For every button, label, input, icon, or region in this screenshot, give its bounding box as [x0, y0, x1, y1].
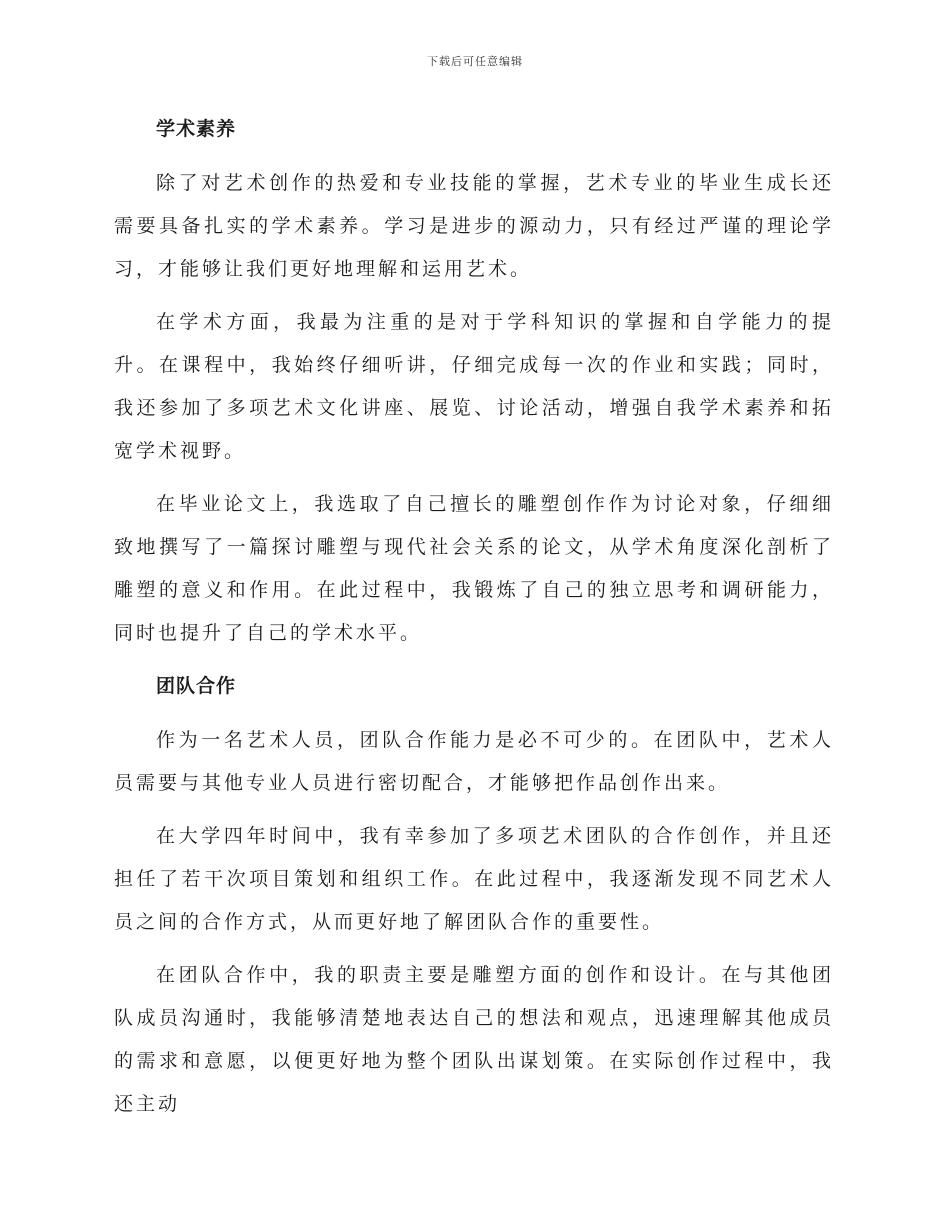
paragraph: 在大学四年时间中，我有幸参加了多项艺术团队的合作创作，并且还担任了若干次项目策划和组织工作。在此过程中，我逐渐发现不同艺术人员之间的合作方式，从而更好地了解团队合作的重要性。	[114, 825, 834, 933]
paragraph: 在毕业论文上，我选取了自己擅长的雕塑创作作为讨论对象，仔细细致地撰写了一篇探讨雕塑与现代社会关系的论文，从学术角度深化剖析了雕塑的意义和作用。在此过程中，我锻炼了自己的独立思考和调研能力，同时也提升了自己的学术水平。	[114, 493, 834, 644]
paragraph: 除了对艺术创作的热爱和专业技能的掌握，艺术专业的毕业生成长还需要具备扎实的学术素养。学习是进步的源动力，只有经过严谨的理论学习，才能够让我们更好地理解和运用艺术。	[114, 172, 834, 280]
paragraph: 作为一名艺术人员，团队合作能力是必不可少的。在团队中，艺术人员需要与其他专业人员进行密切配合，才能够把作品创作出来。	[114, 729, 834, 794]
paragraph: 在团队合作中，我的职责主要是雕塑方面的创作和设计。在与其他团队成员沟通时，我能够清楚地表达自己的想法和观点，迅速理解其他成员的需求和意愿，以便更好地为整个团队出谋划策。在实际创作过程中，我还主动	[114, 964, 834, 1115]
paragraph: 在学术方面，我最为注重的是对于学科知识的掌握和自学能力的提升。在课程中，我始终仔细听讲，仔细完成每一次的作业和实践；同时，我还参加了多项艺术文化讲座、展览、讨论活动，增强自我学术素养和拓宽学术视野。	[114, 311, 834, 462]
section-teamwork	[114, 665, 834, 1126]
header-note: 下载后可任意编辑	[427, 55, 523, 68]
section-academic	[114, 108, 834, 655]
document-body	[114, 108, 834, 1136]
section-heading: 团队合作	[156, 675, 237, 697]
section-heading: 学术素养	[156, 118, 237, 140]
